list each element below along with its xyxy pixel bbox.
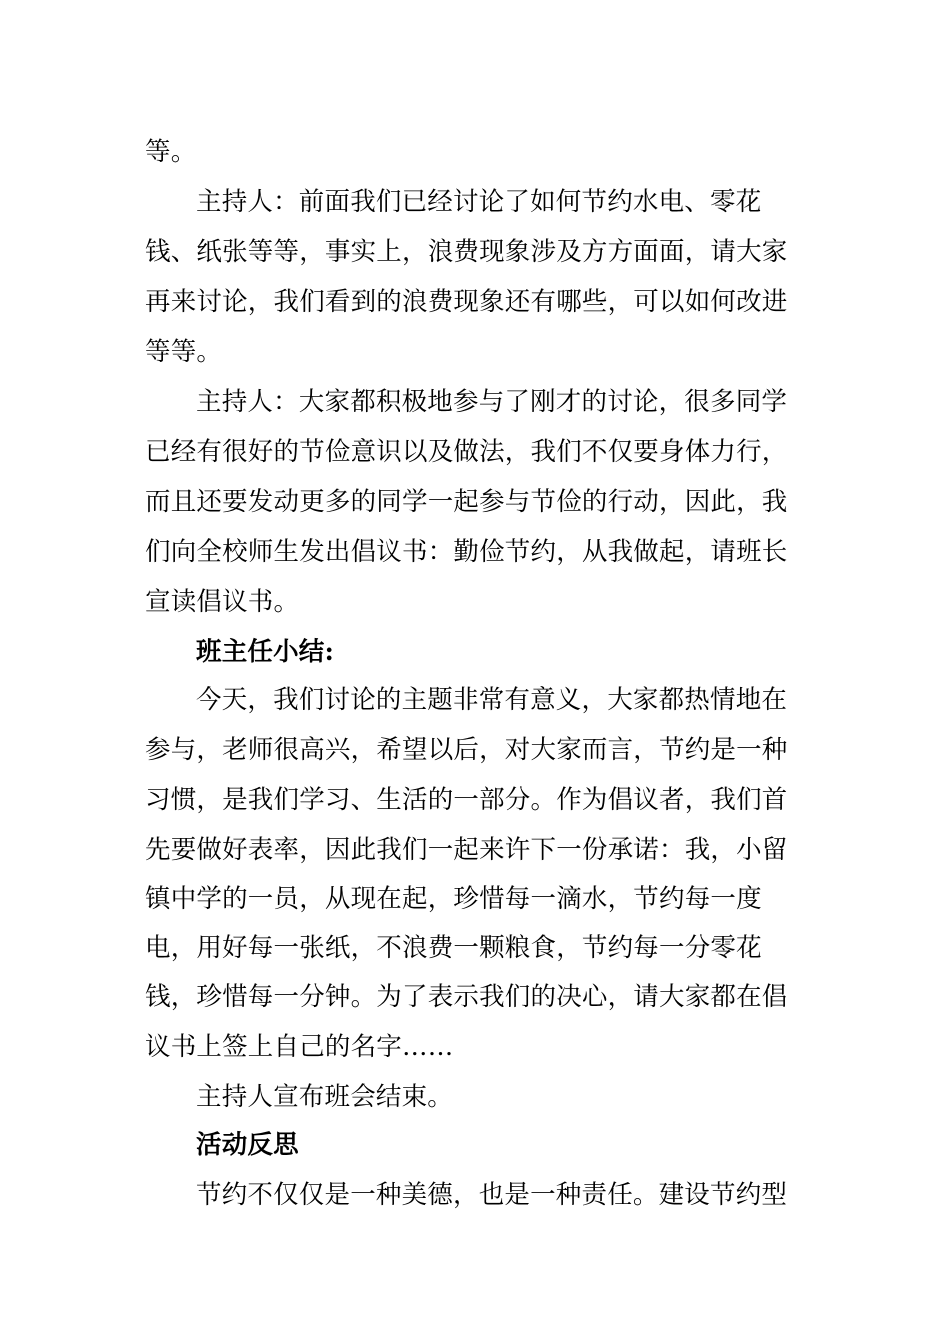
- text-line: 镇中学的一员，从现在起，珍惜每一滴水，节约每一度: [145, 884, 762, 914]
- text-line: 今天，我们讨论的主题非常有意义，大家都热情地在: [196, 685, 788, 715]
- text-line: 们向全校师生发出倡议书：勤俭节约，从我做起，请班长: [145, 537, 788, 567]
- section-heading: 班主任小结:: [196, 637, 335, 667]
- text-line: 钱，珍惜每一分钟。为了表示我们的决心，请大家都在倡: [145, 982, 788, 1012]
- text-line: 再来讨论，我们看到的浪费现象还有哪些，可以如何改进: [145, 287, 788, 317]
- text-line: 习惯，是我们学习、生活的一部分。作为倡议者，我们首: [145, 785, 788, 815]
- text-line: 先要做好表率，因此我们一起来许下一份承诺：我，小留: [145, 835, 788, 865]
- text-line: 主持人：大家都积极地参与了刚才的讨论，很多同学: [196, 387, 788, 417]
- text-line: 议书上签上自己的名字……: [145, 1032, 454, 1062]
- text-line: 主持人宣布班会结束。: [196, 1082, 454, 1112]
- section-heading: 活动反思: [196, 1130, 299, 1160]
- text-line: 电，用好每一张纸，不浪费一颗粮食，节约每一分零花: [145, 933, 762, 963]
- text-line: 参与，老师很高兴，希望以后，对大家而言，节约是一种: [145, 735, 788, 765]
- text-line: 节约不仅仅是一种美德，也是一种责任。建设节约型: [196, 1180, 788, 1210]
- text-line: 宣读倡议书。: [145, 587, 300, 617]
- text-line: 主持人：前面我们已经讨论了如何节约水电、零花: [196, 187, 762, 217]
- text-line: 钱、纸张等等，事实上，浪费现象涉及方方面面，请大家: [145, 237, 788, 267]
- text-line: 而且还要发动更多的同学一起参与节俭的行动，因此，我: [145, 487, 788, 517]
- text-line: 已经有很好的节俭意识以及做法，我们不仅要身体力行，: [145, 437, 788, 467]
- text-line: 等等。: [145, 337, 223, 367]
- text-line: 等。: [145, 137, 197, 167]
